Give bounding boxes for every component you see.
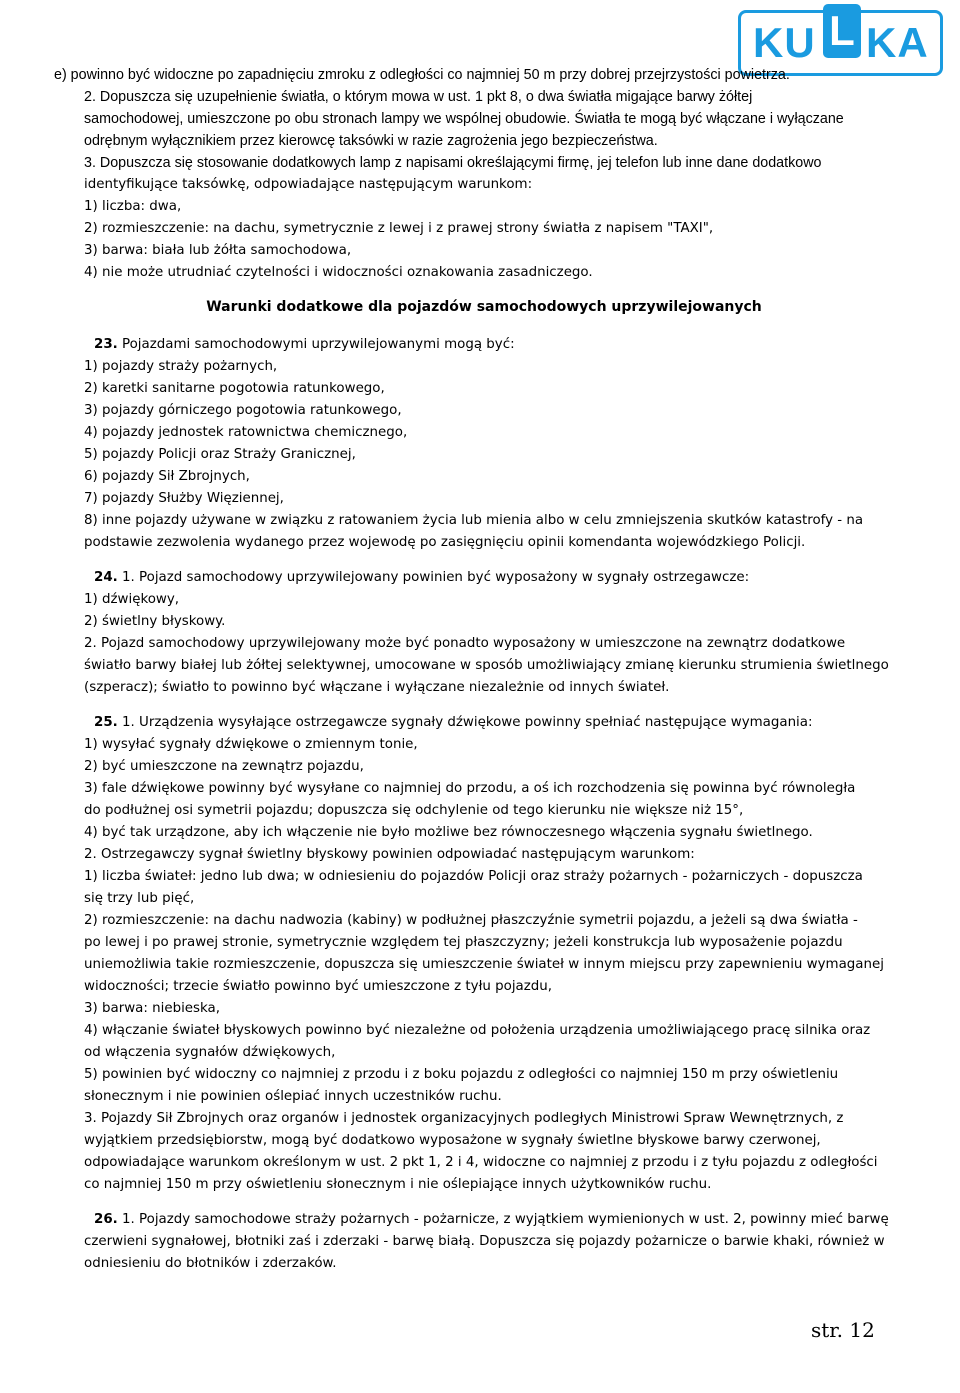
text-line: 2. Pojazd samochodowy uprzywilejowany może być ponadto wyposażony w umieszczone na zewnątrz dodatkowe <box>84 636 846 651</box>
text-line: 4) być tak urządzone, aby ich włączenie nie było możliwe bez równoczesnego włączenia sygnału świetlnego. <box>84 825 813 840</box>
paragraph-number: 23. <box>94 337 118 352</box>
text-line: 2) świetlny błyskowy. <box>84 614 226 629</box>
text-line: 2) być umieszczone na zewnątrz pojazdu, <box>84 759 364 774</box>
text-line: odniesieniu do błotników i zderzaków. <box>84 1256 337 1271</box>
text-line: 1) pojazdy straży pożarnych, <box>84 359 278 374</box>
text-line: światło barwy białej lub żółtej selektywnej, umocowane w sposób umożliwiający zmianę kierunku strumienia świetlnego <box>84 658 889 673</box>
text-line: wyjątkiem przedsiębiorstw, mogą być dodatkowo wyposażone w sygnały świetlne błyskowe barwy czerwonej, <box>84 1133 821 1148</box>
text-line: identyfikujące taksówkę, odpowiadające następującym warunkom: <box>84 177 533 192</box>
text-run: Pojazdami samochodowymi uprzywilejowanymi mogą być: <box>117 337 515 352</box>
text-line: 2. Dopuszcza się uzupełnienie światła, o którym mowa w ust. 1 pkt 8, o dwa światła migające barwy żółtej <box>84 89 753 105</box>
paragraph-23-first <box>84 334 884 356</box>
text-line: 3) barwa: niebieska, <box>84 1001 220 1016</box>
text-line: 2. Ostrzegawczy sygnał świetlny błyskowy powinien odpowiadać następującym warunkom: <box>84 847 695 862</box>
paragraph-number: 25. <box>94 715 118 730</box>
logo-letter-l: L <box>823 4 861 58</box>
text-line: czerwieni sygnałowej, błotniki zaś i zderzaki - barwę białą. Dopuszcza się pojazdy pożarnicze o barwie khaki, również w <box>84 1234 885 1249</box>
text-line: 7) pojazdy Służby Więziennej, <box>84 491 284 506</box>
paragraph-24-first <box>84 567 884 589</box>
page-number: str. 12 <box>811 1318 875 1342</box>
paragraph-25-first <box>84 712 884 734</box>
text-line: 1) liczba świateł: jedno lub dwa; w odniesieniu do pojazdów Policji oraz straży pożarnych - pożarniczych - dopuszcza <box>84 869 863 884</box>
text-line: samochodowej, umieszczone po obu stronach lampy we wspólnej obudowie. Światła te mogą być włączane i wyłączane <box>84 111 844 127</box>
text-run: 1. Pojazdy samochodowe straży pożarnych - pożarnicze, z wyjątkiem wymienionych w ust. 2, powinny mieć barwę <box>117 1212 889 1227</box>
text-line: słonecznym i nie powinien oślepiać innych uczestników ruchu. <box>84 1089 502 1104</box>
text-line: od włączenia sygnałów dźwiękowych, <box>84 1045 336 1060</box>
text-line: (szperacz); światło to powinno być włączane i wyłączane niezależnie od innych świateł. <box>84 680 670 695</box>
text-line: 3) barwa: biała lub żółta samochodowa, <box>84 243 352 258</box>
paragraph-26-first <box>84 1209 889 1231</box>
text-line: 1) liczba: dwa, <box>84 199 182 214</box>
text-line: 2) rozmieszczenie: na dachu, symetrycznie z lewej i z prawej strony światła z napisem "TAXI", <box>84 221 714 236</box>
logo-text-ka: KA <box>866 19 929 66</box>
text-line: 1) wysyłać sygnały dźwiękowe o zmiennym tonie, <box>84 737 418 752</box>
text-line: e) powinno być widoczne po zapadnięciu zmroku z odległości co najmniej 50 m przy dobrej przejrzystości powietrza. <box>54 67 790 83</box>
text-line: 4) pojazdy jednostek ratownictwa chemicznego, <box>84 425 408 440</box>
section-heading: Warunki dodatkowe dla pojazdów samochodowych uprzywilejowanych <box>206 299 762 315</box>
document-body <box>54 64 889 1275</box>
paragraph-number: 26. <box>94 1212 118 1227</box>
text-line: 2) karetki sanitarne pogotowia ratunkowego, <box>84 381 385 396</box>
text-line: podstawie zezwolenia wydanego przez wojewodę po zasięgnięciu opinii komendanta wojewódzkiego Policji. <box>84 535 806 550</box>
text-line: 4) nie może utrudniać czytelności i widoczności oznakowania zasadniczego. <box>84 265 593 280</box>
paragraph-number: 24. <box>94 570 118 585</box>
text-run: 1. Urządzenia wysyłające ostrzegawcze sygnały dźwiękowe powinny spełniać następujące wymagania: <box>117 715 813 730</box>
text-line: 4) włączanie świateł błyskowych powinno być niezależne od położenia urządzenia umożliwiającego pracę silnika oraz <box>84 1023 871 1038</box>
text-line: się trzy lub pięć, <box>84 891 195 906</box>
text-line: 3. Dopuszcza się stosowanie dodatkowych lamp z napisami określającymi firmę, jej telefon lub inne dane dodatkowo <box>84 155 822 171</box>
logo-text-ku: KU <box>753 19 816 66</box>
text-line: 3) pojazdy górniczego pogotowia ratunkowego, <box>84 403 402 418</box>
text-line: 3. Pojazdy Sił Zbrojnych oraz organów i jednostek organizacyjnych podległych Ministrowi Spraw Wewnętrznych, z <box>84 1111 844 1126</box>
text-line: 6) pojazdy Sił Zbrojnych, <box>84 469 250 484</box>
text-line: odpowiadające warunkom określonym w ust. 2 pkt 1, 2 i 4, widoczne co najmniej z przodu i z tyłu pojazdu z odległości <box>84 1155 878 1170</box>
text-line: 5) powinien być widoczny co najmniej z przodu i z boku pojazdu z odległości co najmniej 150 m przy oświetleniu <box>84 1067 839 1082</box>
text-line: co najmniej 150 m przy oświetleniu słonecznym i nie oślepiające innych użytkowników ruchu. <box>84 1177 712 1192</box>
text-line: uniemożliwia takie rozmieszczenie, dopuszcza się umieszczenie świateł w innym miejscu przy zapewnieniu wymaganej <box>84 957 884 972</box>
text-line: 1) dźwiękowy, <box>84 592 180 607</box>
text-line: po lewej i po prawej stronie, symetrycznie względem tej płaszczyzny; jeżeli konstrukcja lub wyposażenie pojazdu <box>84 935 843 950</box>
text-line: 5) pojazdy Policji oraz Straży Granicznej, <box>84 447 356 462</box>
text-run: 1. Pojazd samochodowy uprzywilejowany powinien być wyposażony w sygnały ostrzegawcze: <box>117 570 750 585</box>
text-line: 8) inne pojazdy używane w związku z ratowaniem życia lub mienia albo w celu zmniejszenia skutków katastrofy - na <box>84 513 864 528</box>
text-line: 2) rozmieszczenie: na dachu nadwozia (kabiny) w podłużnej płaszczyźnie symetrii pojazdu, a jeżeli są dwa światła - <box>84 913 858 928</box>
text-line: widoczności; trzecie światło powinno być umieszczone z tyłu pojazdu, <box>84 979 553 994</box>
text-line: 3) fale dźwiękowe powinny być wysyłane co najmniej do przodu, a oś ich rozchodzenia się powinna być równoległa <box>84 781 856 796</box>
text-line: odrębnym wyłącznikiem przez kierowcę taksówki w razie zagrożenia jego bezpieczeństwa. <box>84 133 658 149</box>
text-line: do podłużnej osi symetrii pojazdu; dopuszcza się odchylenie od tego kierunku nie większe niż 15°, <box>84 803 744 818</box>
